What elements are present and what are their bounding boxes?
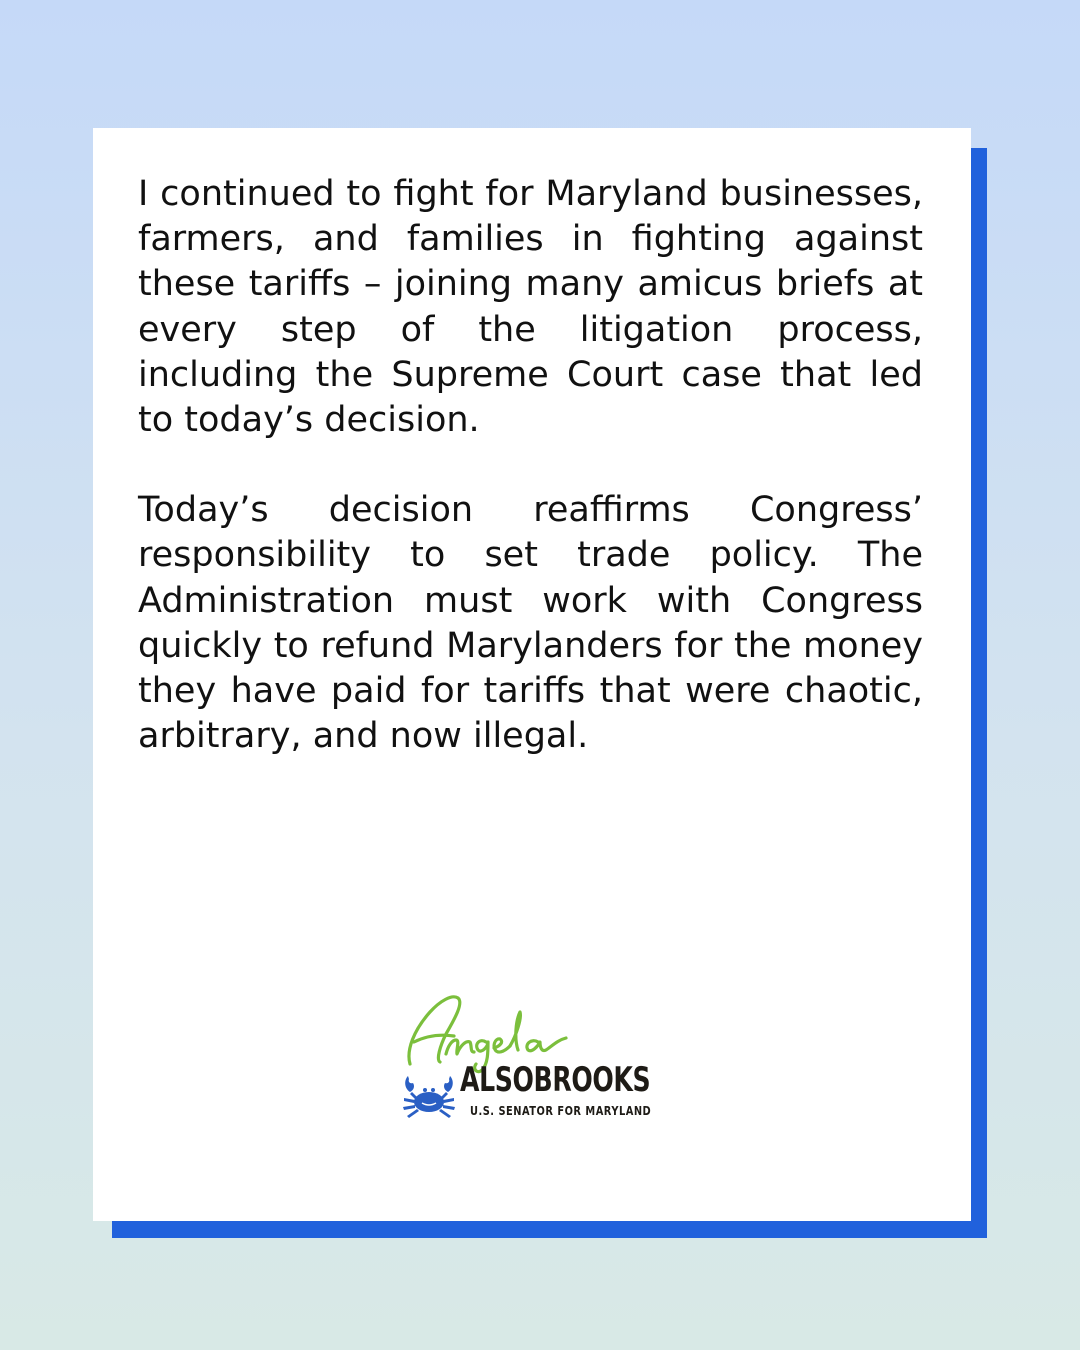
statement-text xyxy=(138,172,923,759)
statement-paragraph-1: I continued to fight for Maryland businesses, farmers, and families in fighting against these tariffs – joining many amicus briefs at every step of the litigation process, including the Supreme Court case that led to today’s decision. xyxy=(138,174,923,441)
senator-title: U.S. SENATOR FOR MARYLAND xyxy=(470,1104,652,1118)
senator-logo xyxy=(400,990,670,1130)
statement-card xyxy=(93,128,971,1221)
statement-paragraph-2: Today’s decision reaffirms Congress’ responsibility to set trade policy. The Administration must work with Congress quickly to refund Marylanders for the money they have paid for tariffs that were chaotic, arbitrary, and now illegal. xyxy=(138,490,923,757)
senator-surname: ALSOBROOKS xyxy=(460,1060,651,1100)
crab-icon xyxy=(400,1070,458,1122)
